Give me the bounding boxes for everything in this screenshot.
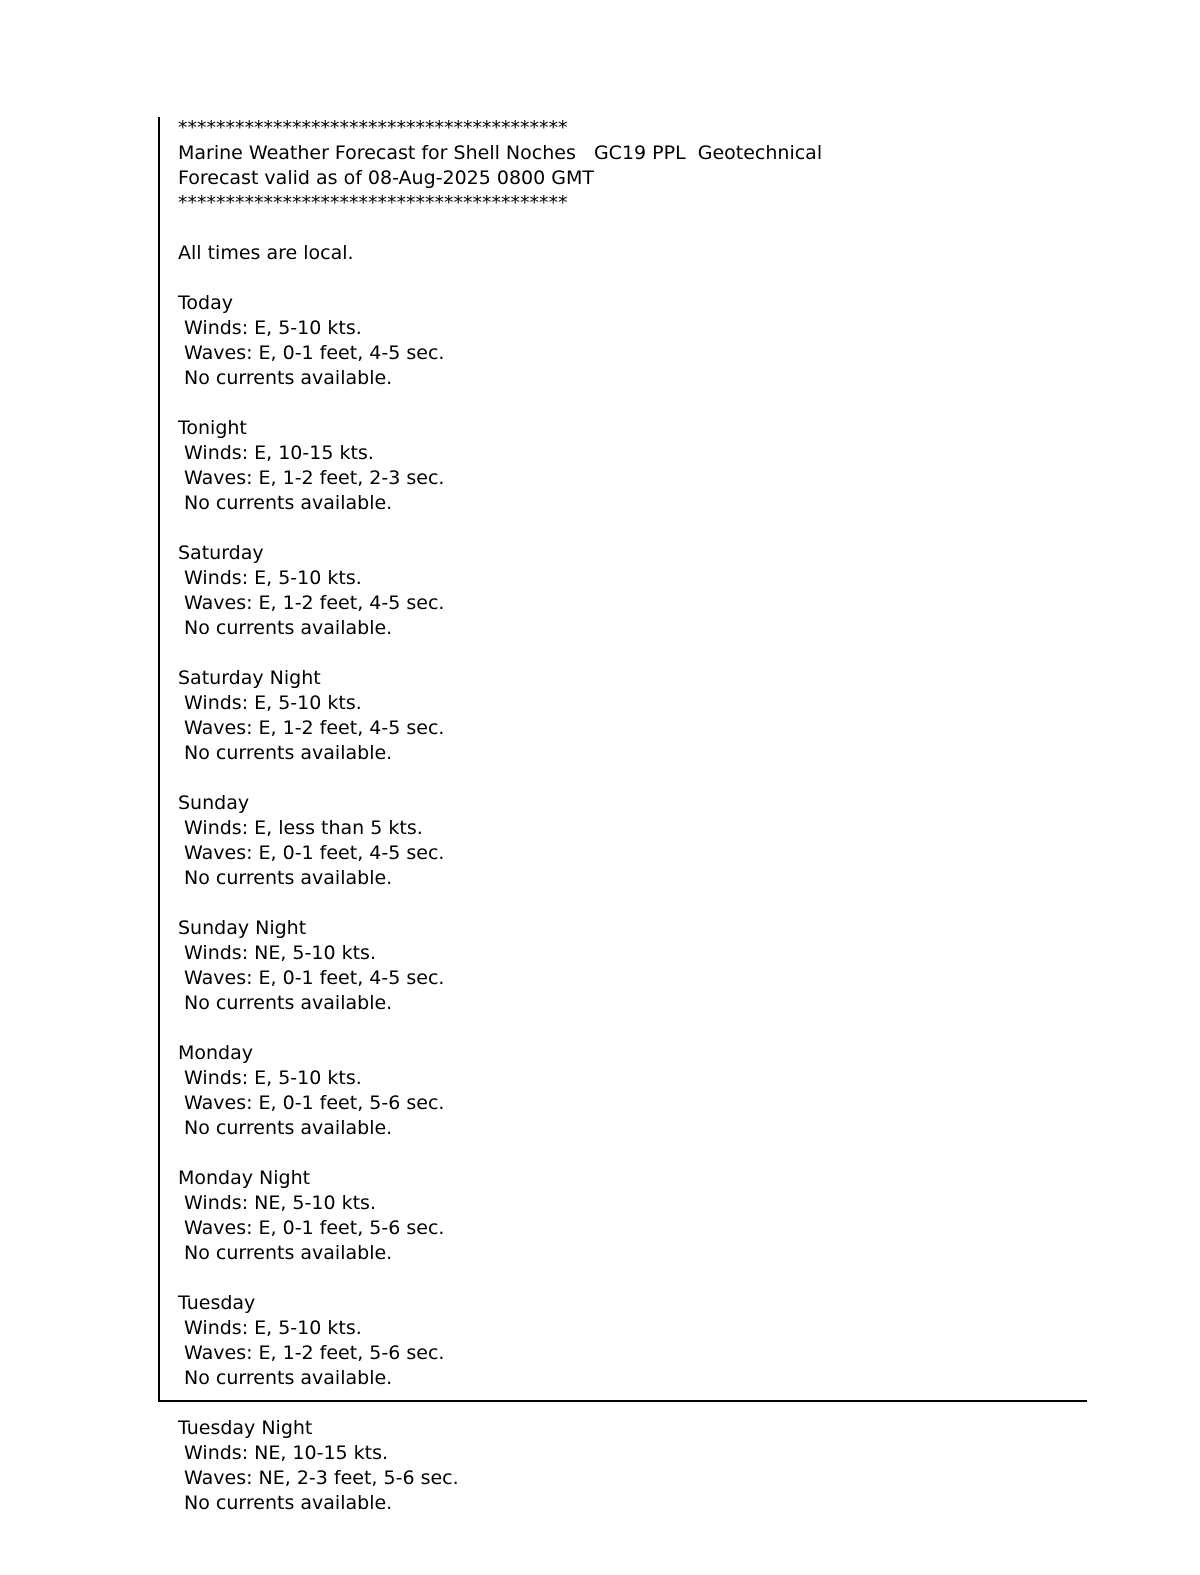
- winds-line: Winds: NE, 5-10 kts.: [178, 1192, 376, 1214]
- waves-line: Waves: E, 0-1 feet, 4-5 sec.: [178, 967, 445, 989]
- winds-line: Winds: NE, 5-10 kts.: [178, 942, 376, 964]
- forecast-section-today: [178, 291, 822, 391]
- currents-line: No currents available.: [178, 1367, 393, 1389]
- waves-line: Waves: E, 0-1 feet, 4-5 sec.: [178, 842, 445, 864]
- forecast-section-saturday: [178, 541, 822, 641]
- winds-line: Winds: E, 10-15 kts.: [178, 442, 374, 464]
- waves-line: Waves: E, 0-1 feet, 4-5 sec.: [178, 342, 445, 364]
- section-heading: Saturday: [178, 542, 264, 564]
- currents-line: No currents available.: [178, 1492, 393, 1514]
- section-heading: Monday: [178, 1042, 254, 1064]
- winds-line: Winds: E, 5-10 kts.: [178, 1317, 362, 1339]
- forecast-section-monday-night: [178, 1166, 822, 1266]
- winds-line: Winds: E, 5-10 kts.: [178, 317, 362, 339]
- currents-line: No currents available.: [178, 1117, 393, 1139]
- currents-line: No currents available.: [178, 992, 393, 1014]
- currents-line: No currents available.: [178, 617, 393, 639]
- section-heading: Today: [178, 292, 233, 314]
- section-heading: Sunday: [178, 792, 250, 814]
- currents-line: No currents available.: [178, 492, 393, 514]
- divider-top: *****************************************: [178, 117, 568, 139]
- waves-line: Waves: NE, 2-3 feet, 5-6 sec.: [178, 1467, 459, 1489]
- currents-line: No currents available.: [178, 1242, 393, 1264]
- waves-line: Waves: E, 0-1 feet, 5-6 sec.: [178, 1217, 445, 1239]
- currents-line: No currents available.: [178, 367, 393, 389]
- winds-line: Winds: E, 5-10 kts.: [178, 567, 362, 589]
- waves-line: Waves: E, 0-1 feet, 5-6 sec.: [178, 1092, 445, 1114]
- waves-line: Waves: E, 1-2 feet, 4-5 sec.: [178, 717, 445, 739]
- section-heading: Saturday Night: [178, 667, 321, 689]
- forecast-section-sunday: [178, 791, 822, 891]
- section-heading: Tuesday: [178, 1292, 256, 1314]
- winds-line: Winds: NE, 10-15 kts.: [178, 1442, 389, 1464]
- forecast-section-tuesday: [178, 1291, 822, 1391]
- section-heading: Sunday Night: [178, 917, 307, 939]
- blank-line: [178, 266, 822, 291]
- forecast-section-tuesday-night: [178, 1416, 822, 1516]
- waves-line: Waves: E, 1-2 feet, 5-6 sec.: [178, 1342, 445, 1364]
- winds-line: Winds: E, 5-10 kts.: [178, 1067, 362, 1089]
- section-heading: Tuesday Night: [178, 1417, 313, 1439]
- times-note: All times are local.: [178, 242, 354, 264]
- waves-line: Waves: E, 1-2 feet, 2-3 sec.: [178, 467, 445, 489]
- section-heading: Monday Night: [178, 1167, 311, 1189]
- blank-line: [178, 216, 822, 241]
- winds-line: Winds: E, less than 5 kts.: [178, 817, 423, 839]
- forecast-title: Marine Weather Forecast for Shell Noches GC19 PPL Geotechnical: [178, 142, 823, 164]
- forecast-validity: Forecast valid as of 08-Aug-2025 0800 GMT: [178, 167, 594, 189]
- divider-bottom: *****************************************: [178, 192, 568, 214]
- forecast-section-monday: [178, 1041, 822, 1141]
- winds-line: Winds: E, 5-10 kts.: [178, 692, 362, 714]
- forecast-text: [178, 116, 822, 1516]
- currents-line: No currents available.: [178, 742, 393, 764]
- forecast-section-saturday-night: [178, 666, 822, 766]
- section-heading: Tonight: [178, 417, 247, 439]
- currents-line: No currents available.: [178, 867, 393, 889]
- forecast-section-sunday-night: [178, 916, 822, 1016]
- forecast-section-tonight: [178, 416, 822, 516]
- waves-line: Waves: E, 1-2 feet, 4-5 sec.: [178, 592, 445, 614]
